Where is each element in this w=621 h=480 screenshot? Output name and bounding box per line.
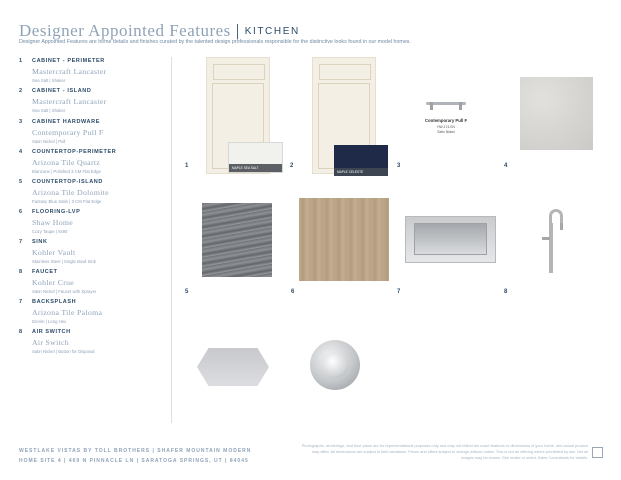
footer-homesite: HOME SITE 4 | 469 N PINNACLE LN | SARATOGA SPRINGS, UT | 84045 (19, 458, 249, 464)
title-separator: | (235, 21, 240, 40)
feature-number: 4 (19, 149, 23, 155)
feature-category: CABINET HARDWARE (32, 119, 100, 125)
page-subtitle: Designer Appointed Features are home details and finishes curated by the talented design professionals responsible for the distinctive looks found in our model homes. (19, 39, 411, 45)
feature-name: Arizona Tile Paloma (32, 308, 103, 317)
feature-number: 8 (19, 329, 23, 335)
feature-name: Mastercraft Lancaster (32, 67, 107, 76)
feature-detail: Satin Nickel | Pull (32, 139, 66, 144)
cabinet-swatch-sea-salt (228, 142, 283, 173)
page-title (19, 21, 300, 41)
swatch-label: MAPLE CELESTE (334, 168, 388, 176)
feature-number: 7 (19, 239, 23, 245)
cabinet-swatch-celeste (334, 145, 388, 176)
equal-housing-icon (592, 447, 603, 458)
feature-detail: Satin Nickel | Faucet with Sprayer (32, 289, 97, 294)
footer-community: WESTLAKE VISTAS BY TOLL BROTHERS | SHAFER MOUNTAIN MODERN (19, 448, 252, 454)
image-label: 2 (290, 163, 294, 169)
feature-category: CABINET - ISLAND (32, 88, 92, 94)
feature-category: CABINET - PERIMETER (32, 58, 105, 64)
pull-code: HW-174-SN (437, 125, 455, 129)
feature-category: FAUCET (32, 269, 58, 275)
flooring-image (299, 198, 389, 281)
feature-category: COUNTERTOP-ISLAND (32, 179, 103, 185)
feature-detail: Fantasy Blue Satin | 3 CM Flat Edge (32, 199, 102, 204)
feature-detail: Stainless Steel | Single Bowl Sink (32, 259, 96, 264)
feature-category: FLOORING-LVP (32, 209, 81, 215)
image-label: 6 (291, 289, 295, 295)
section-label: KITCHEN (244, 26, 300, 37)
feature-category: COUNTERTOP-PERIMETER (32, 149, 117, 155)
feature-category: AIR SWITCH (32, 329, 71, 335)
pull-title: Contemporary Pull F (424, 118, 468, 123)
feature-detail: Satin Nickel | Button for Disposal (32, 349, 95, 354)
image-label: 1 (185, 163, 189, 169)
image-label: 7 (397, 289, 401, 295)
feature-number: 3 (19, 119, 23, 125)
image-label: 4 (504, 163, 508, 169)
feature-detail: Cozy Taupe | 6x90 (32, 229, 68, 234)
feature-number: 7 (19, 299, 23, 305)
backsplash-tile-image (197, 348, 269, 386)
feature-category: SINK (32, 239, 48, 245)
sink-image (405, 216, 496, 263)
feature-name: Arizona Tile Quartz (32, 158, 101, 167)
image-label: 8 (504, 289, 508, 295)
swatch-label: MAPLE SEA SALT (229, 164, 282, 172)
feature-name: Kohler Crue (32, 278, 75, 287)
footer-address (19, 446, 251, 466)
countertop-dolomite-image (202, 203, 272, 277)
feature-number: 5 (19, 179, 23, 185)
feature-detail: Denim | Long Hex (32, 319, 67, 324)
feature-number: 8 (19, 269, 23, 275)
feature-detail: Sea Salt | Shaker (32, 108, 66, 113)
image-label: 5 (185, 289, 189, 295)
feature-number: 2 (19, 88, 23, 94)
footer-disclaimer: Photographs, renderings, and floor plans are for representational purposes only and may not reflect the exact features or dimensions of your home, and actual product may differ. All dimensions are subject to field variations. Prices and offers subject to change without notice. This is not an offering where prohibited by law. Not all images may be shown. See onsite or online Sales Consultants for details. (301, 443, 588, 460)
feature-number: 6 (19, 209, 23, 215)
feature-name: Kohler Vault (32, 248, 76, 257)
feature-name: Mastercraft Lancaster (32, 97, 107, 106)
faucet-image (538, 207, 568, 275)
countertop-quartz-image (520, 77, 593, 150)
feature-number: 1 (19, 58, 23, 64)
vertical-divider (171, 57, 172, 423)
feature-name: Arizona Tile Dolomite (32, 188, 109, 197)
feature-detail: Bianzone | Polished 3 CM Flat Edge (32, 169, 101, 174)
feature-detail: Sea Salt | Shaker (32, 78, 66, 83)
image-label: 3 (397, 163, 401, 169)
title-text: Designer Appointed Features (19, 21, 231, 40)
feature-category: BACKSPLASH (32, 299, 77, 305)
pull-finish: Satin Nickel (437, 130, 455, 134)
feature-name: Contemporary Pull F (32, 128, 104, 137)
feature-name: Shaw Home (32, 218, 74, 227)
cabinet-pull-image (408, 92, 484, 152)
air-switch-image (310, 340, 360, 390)
feature-name: Air Switch (32, 338, 70, 347)
